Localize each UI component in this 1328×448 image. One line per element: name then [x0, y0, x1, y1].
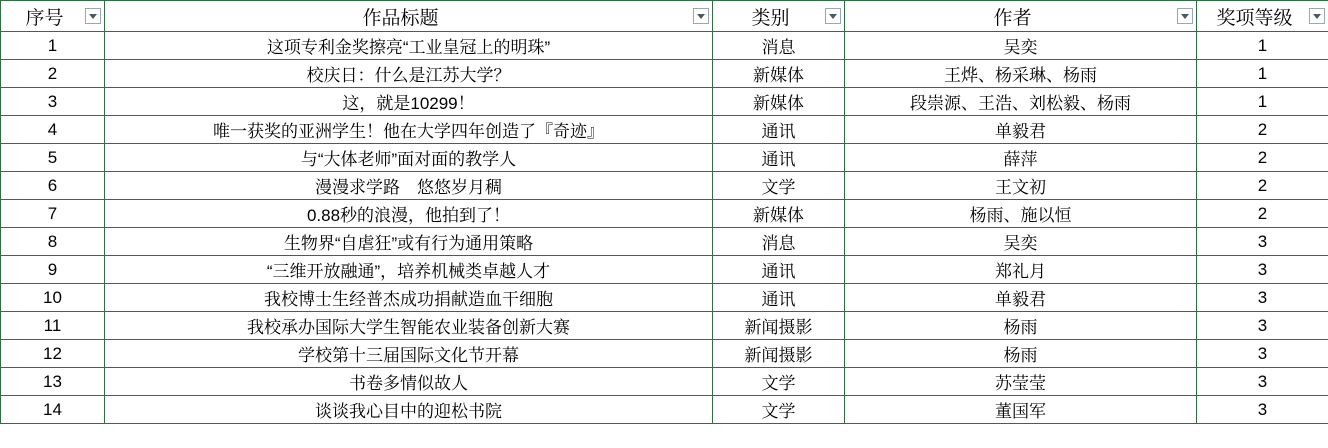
- table-row[interactable]: [1, 396, 1328, 424]
- cell-title: 这项专利金奖擦亮“工业皇冠上的明珠”: [105, 32, 713, 60]
- cell-author: 杨雨: [845, 312, 1197, 340]
- cell-author: 单毅君: [845, 116, 1197, 144]
- cell-author: 王文初: [845, 172, 1197, 200]
- cell-title: 学校第十三届国际文化节开幕: [105, 340, 713, 368]
- table-header: [1, 1, 1328, 32]
- cell-award: 2: [1197, 144, 1328, 172]
- cell-category: 文学: [713, 368, 845, 396]
- cell-index: 7: [1, 200, 105, 228]
- header-row: [1, 1, 1328, 32]
- cell-author: 杨雨、施以恒: [845, 200, 1197, 228]
- cell-category: 新媒体: [713, 200, 845, 228]
- cell-category: 通讯: [713, 256, 845, 284]
- table-row[interactable]: [1, 60, 1328, 88]
- cell-award: 3: [1197, 228, 1328, 256]
- table-row[interactable]: [1, 88, 1328, 116]
- cell-award: 1: [1197, 60, 1328, 88]
- cell-author: 吴奕: [845, 32, 1197, 60]
- cell-category: 文学: [713, 172, 845, 200]
- cell-index: 2: [1, 60, 105, 88]
- cell-category: 新闻摄影: [713, 312, 845, 340]
- column-header-author[interactable]: [845, 1, 1197, 32]
- column-header-label: 类别: [751, 7, 790, 29]
- cell-index: 13: [1, 368, 105, 396]
- cell-index: 1: [1, 32, 105, 60]
- cell-category: 通讯: [713, 144, 845, 172]
- cell-index: 11: [1, 312, 105, 340]
- column-header-category[interactable]: [713, 1, 845, 32]
- filter-dropdown-icon[interactable]: [693, 8, 709, 24]
- table-row[interactable]: [1, 228, 1328, 256]
- filter-dropdown-icon[interactable]: [1177, 8, 1193, 24]
- cell-title: 唯一获奖的亚洲学生！他在大学四年创造了『奇迹』: [105, 116, 713, 144]
- cell-category: 消息: [713, 32, 845, 60]
- cell-index: 14: [1, 396, 105, 424]
- table-row[interactable]: [1, 144, 1328, 172]
- column-header-label: 作品标题: [362, 7, 439, 29]
- cell-author: 苏莹莹: [845, 368, 1197, 396]
- cell-title: 这，就是10299！: [105, 88, 713, 116]
- cell-category: 新闻摄影: [713, 340, 845, 368]
- cell-author: 杨雨: [845, 340, 1197, 368]
- column-header-label: 作者: [993, 7, 1032, 29]
- cell-category: 通讯: [713, 116, 845, 144]
- cell-category: 消息: [713, 228, 845, 256]
- cell-index: 3: [1, 88, 105, 116]
- filter-dropdown-icon[interactable]: [1309, 8, 1325, 24]
- cell-title: 我校承办国际大学生智能农业装备创新大赛: [105, 312, 713, 340]
- cell-index: 8: [1, 228, 105, 256]
- cell-author: 薛萍: [845, 144, 1197, 172]
- table-row[interactable]: [1, 368, 1328, 396]
- cell-award: 3: [1197, 284, 1328, 312]
- cell-author: 段崇源、王浩、刘松毅、杨雨: [845, 88, 1197, 116]
- cell-title: 校庆日：什么是江苏大学？: [105, 60, 713, 88]
- cell-award: 1: [1197, 88, 1328, 116]
- cell-index: 10: [1, 284, 105, 312]
- cell-index: 4: [1, 116, 105, 144]
- cell-title: 谈谈我心目中的迎松书院: [105, 396, 713, 424]
- table-row[interactable]: [1, 200, 1328, 228]
- cell-award: 3: [1197, 396, 1328, 424]
- cell-index: 12: [1, 340, 105, 368]
- column-header-award[interactable]: [1197, 1, 1328, 32]
- cell-award: 2: [1197, 200, 1328, 228]
- cell-author: 单毅君: [845, 284, 1197, 312]
- cell-index: 9: [1, 256, 105, 284]
- cell-award: 1: [1197, 32, 1328, 60]
- table-row[interactable]: [1, 256, 1328, 284]
- table-row[interactable]: [1, 340, 1328, 368]
- column-header-label: 序号: [25, 7, 64, 29]
- cell-title: 书卷多情似故人: [105, 368, 713, 396]
- filter-dropdown-icon[interactable]: [85, 8, 101, 24]
- filter-dropdown-icon[interactable]: [825, 8, 841, 24]
- cell-category: 新媒体: [713, 60, 845, 88]
- cell-title: 我校博士生经普杰成功捐献造血干细胞: [105, 284, 713, 312]
- cell-title: 生物界“自虐狂”或有行为通用策略: [105, 228, 713, 256]
- cell-index: 6: [1, 172, 105, 200]
- column-header-label: 奖项等级: [1216, 7, 1293, 29]
- cell-index: 5: [1, 144, 105, 172]
- table-row[interactable]: [1, 172, 1328, 200]
- table-row[interactable]: [1, 284, 1328, 312]
- cell-award: 3: [1197, 368, 1328, 396]
- cell-title: 与“大体老师”面对面的教学人: [105, 144, 713, 172]
- cell-award: 2: [1197, 172, 1328, 200]
- cell-author: 董国军: [845, 396, 1197, 424]
- cell-author: 郑礼月: [845, 256, 1197, 284]
- cell-category: 文学: [713, 396, 845, 424]
- cell-title: “三维开放融通”，培养机械类卓越人才: [105, 256, 713, 284]
- cell-title: 0.88秒的浪漫，他拍到了！: [105, 200, 713, 228]
- cell-category: 新媒体: [713, 88, 845, 116]
- cell-title: 漫漫求学路 悠悠岁月稠: [105, 172, 713, 200]
- column-header-index[interactable]: [1, 1, 105, 32]
- cell-author: 吴奕: [845, 228, 1197, 256]
- cell-award: 2: [1197, 116, 1328, 144]
- cell-award: 3: [1197, 340, 1328, 368]
- cell-category: 通讯: [713, 284, 845, 312]
- table-row[interactable]: [1, 312, 1328, 340]
- cell-award: 3: [1197, 312, 1328, 340]
- table-row[interactable]: [1, 116, 1328, 144]
- cell-award: 3: [1197, 256, 1328, 284]
- cell-author: 王烨、杨采琳、杨雨: [845, 60, 1197, 88]
- table-row[interactable]: [1, 32, 1328, 60]
- column-header-title[interactable]: [105, 1, 713, 32]
- table-body: [1, 32, 1328, 424]
